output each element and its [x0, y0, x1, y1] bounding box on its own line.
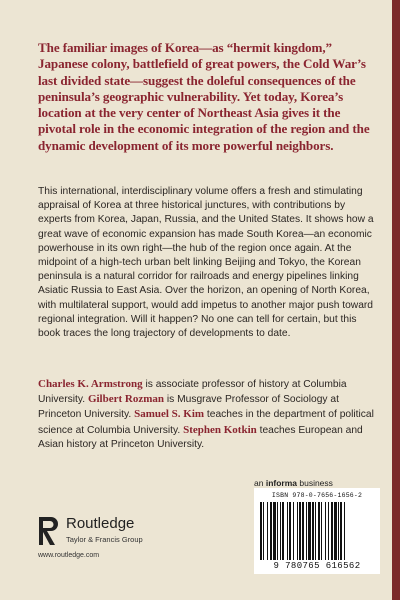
lead-paragraph: The familiar images of Korea—as “hermit kingdom,” Japanese colony, battlefield of great powers, the Cold War’s last divided state—suggest the doleful consequences of the peninsula’s geographic vulnerability. Yet today, Korea’s location at the very center of Northeast Asia gives it the pivotal role in the economic integration of the region and the dynamic development of its more powerful neighbors.	[38, 40, 370, 153]
barcode-bar	[287, 502, 288, 560]
barcode	[254, 488, 380, 574]
publisher-url: www.routledge.com	[38, 552, 100, 559]
barcode-bar	[315, 502, 316, 560]
barcode-bar	[331, 502, 333, 560]
barcode-bar	[260, 502, 262, 560]
barcode-bar	[306, 502, 307, 560]
barcode-bar	[325, 502, 326, 560]
barcode-bar	[308, 502, 311, 560]
barcode-bar	[282, 502, 284, 560]
barcode-bar	[280, 502, 281, 560]
routledge-icon	[38, 515, 60, 547]
informa-suffix: business	[297, 478, 333, 488]
barcode-bar	[267, 502, 268, 560]
barcode-bar	[334, 502, 337, 560]
spine-strip	[392, 0, 400, 600]
barcode-bar	[312, 502, 314, 560]
barcode-bar	[297, 502, 298, 560]
barcode-bar	[273, 502, 276, 560]
publisher-name: Routledge	[66, 515, 135, 532]
barcode-bar	[321, 502, 322, 560]
barcode-bar	[338, 502, 339, 560]
barcode-bar	[299, 502, 301, 560]
author-name: Charles K. Armstrong	[38, 378, 143, 390]
author-bio: teaches European and Asian history at Princeton University.	[38, 424, 363, 450]
barcode-bar	[270, 502, 272, 560]
author-bio: is associate professor of history at Columbia University.	[38, 379, 347, 406]
publisher-logo	[38, 515, 198, 567]
barcode-bar	[289, 502, 291, 560]
barcode-bar	[340, 502, 342, 560]
author-bios	[38, 377, 374, 452]
barcode-bar	[302, 502, 304, 560]
publisher-group: Taylor & Francis Group	[66, 535, 143, 544]
barcode-bars	[260, 502, 374, 560]
barcode-digits: 9 780765 616562	[273, 561, 361, 571]
author-bio: is Musgrave Professor of Sociology at Princeton University.	[38, 394, 339, 421]
author-name: Gilbert Rozman	[87, 393, 165, 406]
description-paragraph: This international, interdisciplinary volume offers a fresh and stimulating appraisal of Korea at three historical junctures, with contributions by experts from Korea, Japan, Russia, and the United States. It shows how a great wave of economic expansion has made South Korea—an economic powerhouse in its own right—the hub of the region once again. At the midpoint of a high-tech urban belt linking Beijing and Tokyo, the Korean peninsula is a natural corridor for railroads and energy pipelines linking Asiatic Russia to East Asia. Over the horizon, an opening of North Korea, with multilateral support, would add impetus to another major push toward regional integration. Will it happen? No one can tell for certain, but this book traces the long trajectory of developments to date.	[38, 186, 374, 340]
author-name: Stephen Kotkin	[183, 423, 257, 436]
informa-tagline	[254, 478, 333, 488]
isbn-label: ISBN 978-0-7656-1656-2	[271, 492, 363, 499]
barcode-bar	[293, 502, 294, 560]
barcode-bar	[318, 502, 320, 560]
informa-brand: informa	[265, 478, 297, 488]
author-name: Samuel S. Kim	[134, 408, 205, 421]
barcode-bar	[344, 502, 345, 560]
barcode-bar	[277, 502, 278, 560]
barcode-bar	[263, 502, 264, 560]
informa-prefix: an	[254, 478, 266, 488]
author-bio: teaches in the department of political science at Columbia University.	[38, 409, 374, 436]
barcode-bar	[328, 502, 329, 560]
